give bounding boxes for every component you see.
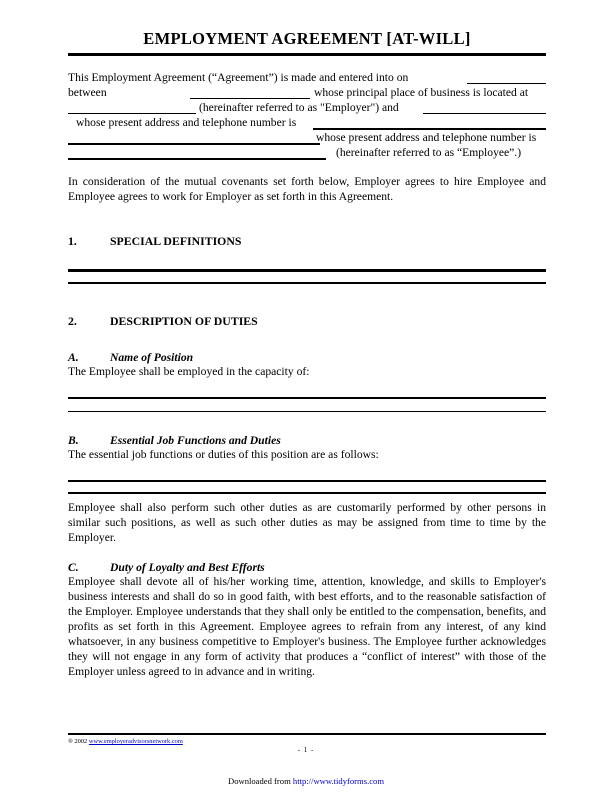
subsection-c-label: Duty of Loyalty and Best Efforts [110,560,265,574]
intro-blank-employer-name[interactable] [190,98,310,99]
footer-copyright-mark: ® 2002 [68,738,89,745]
downloaded-from-prefix: Downloaded from [227,776,293,786]
intro-fill-in-block [68,70,546,159]
intro-blank-employee-address-2[interactable] [68,143,320,145]
page-title: EMPLOYMENT AGREEMENT [AT-WILL] [143,29,471,48]
section-1-heading [68,234,546,249]
title-underline-rule [68,53,546,56]
subsection-c-heading [68,561,546,574]
subsection-a-label: Name of Position [110,351,194,365]
intro-blank-employee-name[interactable] [423,113,546,114]
subsection-a-letter: A. [68,351,79,365]
section-1-label: SPECIAL DEFINITIONS [110,234,242,249]
subsection-b-heading [68,434,546,447]
subsection-b-label: Essential Job Functions and Duties [110,434,281,448]
page-number: - 1 - [297,746,315,754]
downloaded-from-notice [0,776,612,786]
intro-blank-employee-address-3[interactable] [68,158,326,160]
intro-line-2-lead: between [68,85,107,99]
subsection-c-letter: C. [68,560,79,574]
intro-blank-date[interactable] [467,83,546,84]
subsection-a-heading [68,351,546,364]
subsection-c-body-text: Employee shall devote all of his/her working time, attention, knowledge, and skills to Employer's business interests and shall do so in good faith, with best efforts, and to the reasonable satisfaction of the Employer. Employee understands that they shall only be entitled to the compensation, benefits, and profits as set forth in this Agreement. Employee agrees to refrain from any interest, of any kind whatsoever, in any business competitive to Employer's business. The Employee further acknowledges they will not engage in any form of activity that produces a “conflict of interest” with those of the Employer unless agreed to in advance and in writing. [68,574,546,679]
section-1-number: 1. [68,234,77,249]
intro-line-2-tail: whose principal place of business is located at [314,85,529,99]
subsection-a-lead-text: The Employee shall be employed in the capacity of: [68,365,310,379]
intro-line-6-text: (hereinafter referred to as “Employee”.) [336,145,522,159]
intro-line-4-text: whose present address and telephone number is [76,115,297,129]
section-2-heading [68,314,546,329]
footer-copyright [68,738,183,745]
footer-copyright-link[interactable]: www.employeradvisorsnetwork.com [88,738,183,745]
footer-divider-rule [68,733,546,735]
consideration-paragraph: In consideration of the mutual covenants set forth below, Employer agrees to hire Employee and Employee agrees to work for Employer as set forth in this Agreement. [68,174,546,204]
document-content [68,30,546,679]
intro-line-5-text: whose present address and telephone number is [316,130,537,144]
section-2-number: 2. [68,314,77,329]
subsection-b-letter: B. [68,434,79,448]
downloaded-from-link[interactable]: http://www.tidyforms.com [292,776,385,786]
subsection-b-lead-text: The essential job functions or duties of this position are as follows: [68,448,379,462]
section-2-label: DESCRIPTION OF DUTIES [110,314,258,329]
intro-line-3-text: (hereinafter referred to as "Employer") and [199,100,399,114]
intro-blank-employer-address[interactable] [68,113,196,114]
intro-line-1-text: This Employment Agreement (“Agreement”) is made and entered into on [68,70,409,84]
subsection-b-body-text: Employee shall also perform such other duties as are customarily performed by other persons in similar such positions, as well as such other duties as may be assigned from time to time by the Employer. [68,500,546,544]
